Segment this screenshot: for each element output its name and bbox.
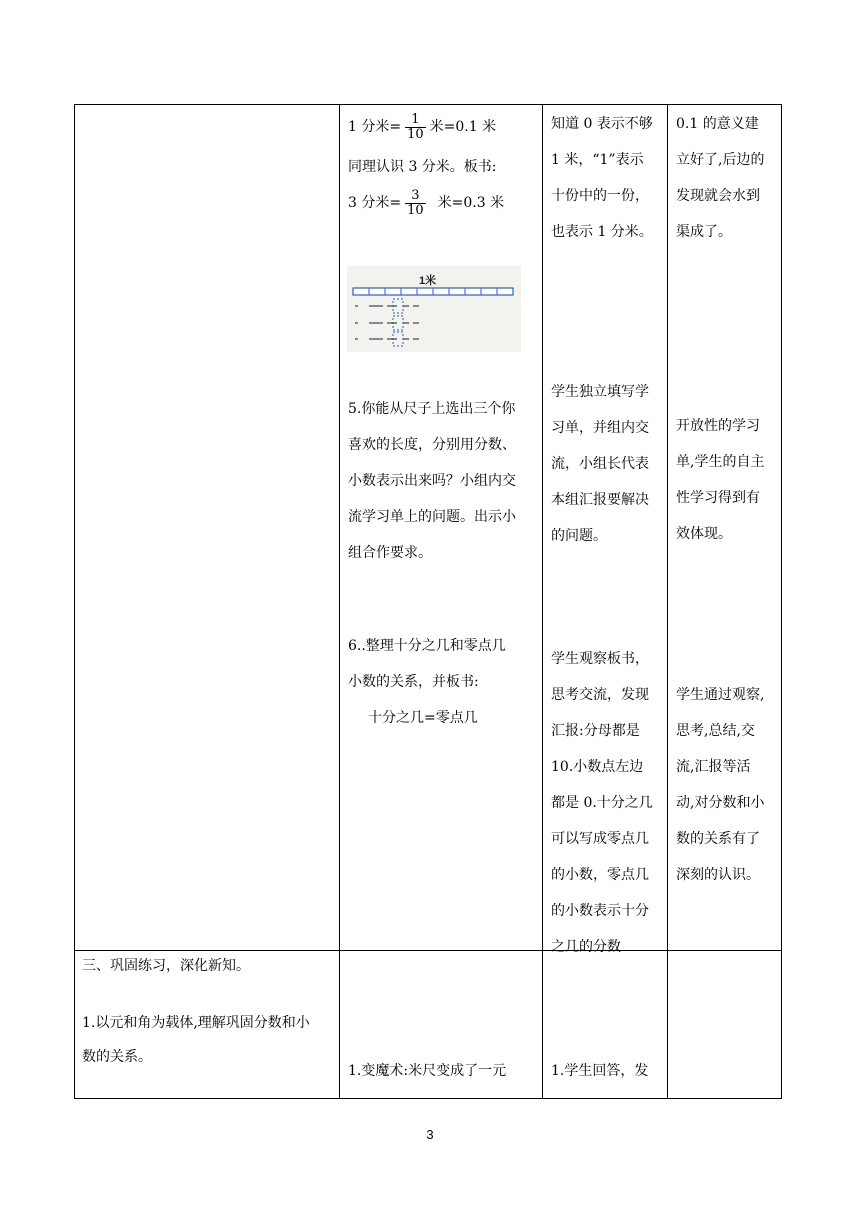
ruler-label: 1米 xyxy=(419,275,437,287)
student-activity-a: 知道 0 表示不够 1 米，“1”表示 十份中的一份， 也表示 1 分米。 xyxy=(551,116,653,240)
table-col-divider-1 xyxy=(339,104,340,1099)
magic-activity: 1.变魔术:米尺变成了一元 xyxy=(348,1063,507,1079)
table-bottom-border xyxy=(74,1098,782,1099)
ruler-diagram xyxy=(347,266,521,352)
meter-ruler-figure xyxy=(347,266,521,352)
table-row-divider xyxy=(74,950,782,951)
analogy-line: 同理认识 3 分米。板书: xyxy=(348,159,497,175)
fraction-line-3: 3 分米= $\frac{3}{10}$ 米=0.3 米 xyxy=(348,187,505,218)
item-6-paragraph: 6..整理十分之几和零点几 小数的关系，并板书: 十分之几=零点几 xyxy=(348,638,506,726)
table-col-divider-3 xyxy=(667,104,668,1099)
design-intent-a: 0.1 的意义建 立好了,后边的 发现就会水到 渠成了。 xyxy=(676,116,765,240)
student-activity-b: 学生独立填写学 习单，并组内交 流，小组长代表 本组汇报要解决 的问题。 xyxy=(551,384,649,544)
student-activity-c: 学生观察板书， 思考交流，发现 汇报:分母都是 10.小数点左边 都是 0.十分之几 可以写成零点几 的小数，零点几 的小数表示十分 之几的分数 xyxy=(551,651,653,955)
page-number: 3 xyxy=(426,1127,434,1142)
design-intent-c: 学生通过观察, 思考,总结,交 流,汇报等活 动,对分数和小 数的关系有了 深刻的认识。 xyxy=(676,687,765,883)
table-top-border xyxy=(74,104,782,105)
fraction-line-1: 1 分米= $\frac{1}{10}$ 米=0.1 米 xyxy=(348,111,497,142)
fraction-three-tenths: $\frac{3}{10}$ xyxy=(407,187,424,218)
item-5-paragraph: 5.你能从尺子上选出三个你 喜欢的长度，分别用分数、 小数表示出来吗？小组内交 流学习单上的问题。出示小 组合作要求。 xyxy=(348,401,516,561)
section-heading: 三、巩固练习，深化新知。 xyxy=(82,958,250,974)
student-answer: 1.学生回答，发 xyxy=(551,1063,649,1079)
fraction-one-tenth: $\frac{1}{10}$ xyxy=(407,111,424,142)
table-left-border xyxy=(74,104,75,1099)
table-col-divider-2 xyxy=(542,104,543,1099)
design-intent-b: 开放性的学习 单,学生的自主 性学习得到有 效体现。 xyxy=(676,418,765,542)
section-item-1: 1.以元和角为载体,理解巩固分数和小 数的关系。 xyxy=(82,1015,310,1065)
ruler-rows xyxy=(355,305,419,340)
table-right-border xyxy=(781,104,782,1099)
